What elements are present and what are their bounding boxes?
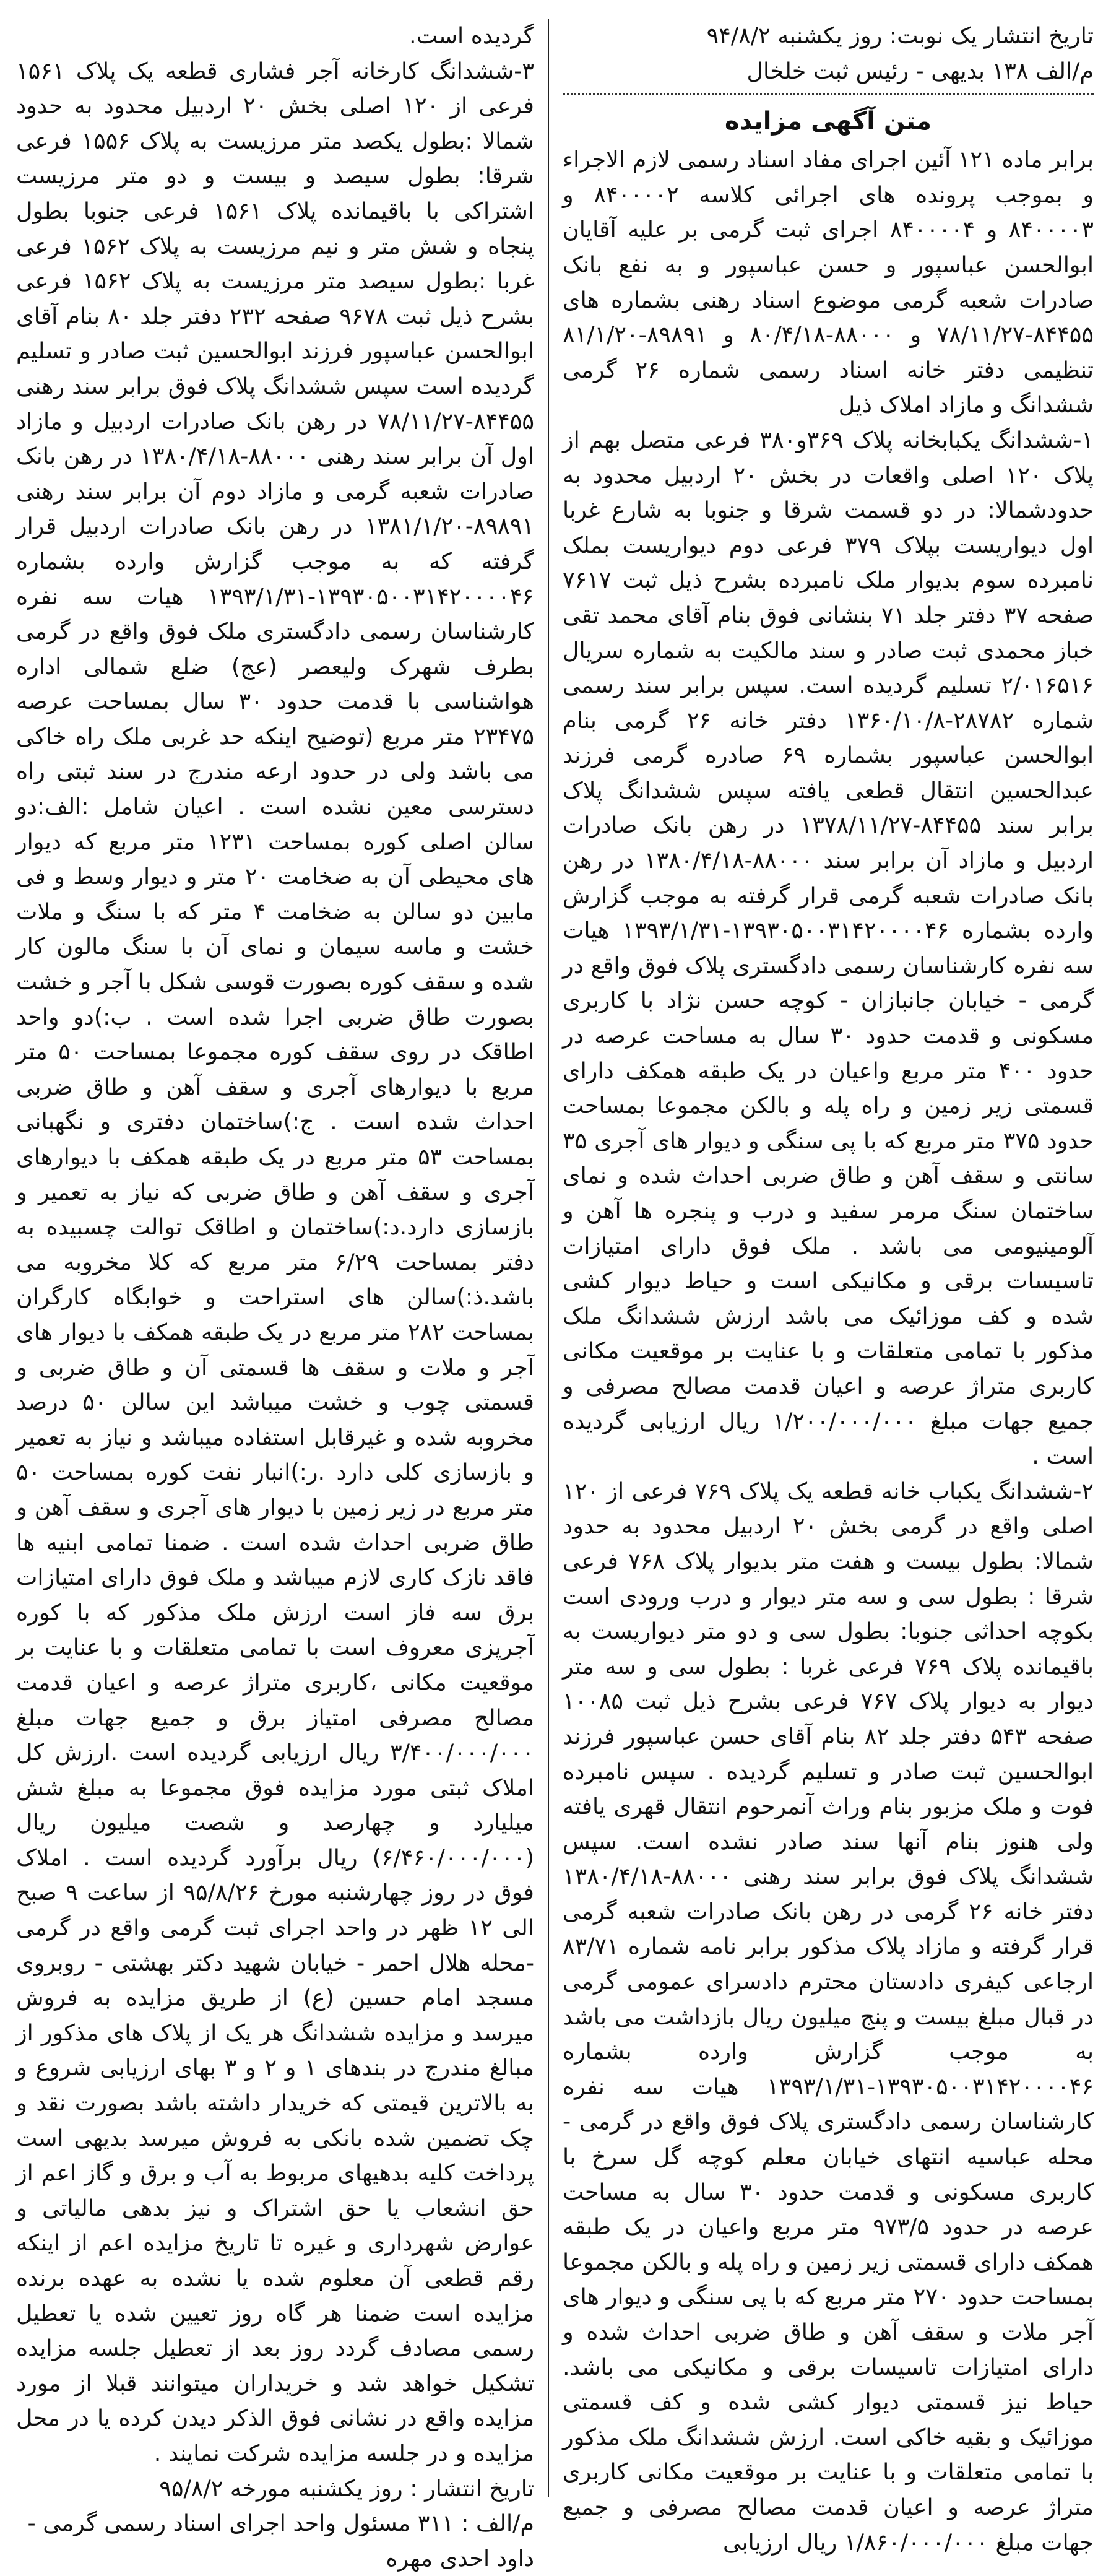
dotted-separator <box>563 93 1094 95</box>
auction-notice-title: متن آگهی مزایده <box>725 107 932 136</box>
auction-footer-name: داود احدی مهره <box>386 2544 534 2572</box>
notice-column-right <box>548 19 1099 2556</box>
auction-item-1: ۱-ششدانگ یکبابخانه پلاک ۳۶۹و۳۸۰ فرعی متصل بهم از پلاک ۱۲۰ اصلی واقعات در بخش ۲۰ اردبیل محدود به حدودشمالا: در دو قسمت شرقا و جنوبا به شارع غربا اول دیواریست بپلاک ۳۷۹ فرعی دوم دیواریست بملک نامبرده سوم بدیوار ملک نامبرده بشرح ذیل ثبت ۷۶۱۷ صفحه ۳۷ دفتر جلد ۷۱ بنشانی فوق بنام آقای محمد تقی خباز محمدی ثبت صادر و سند مالکیت به شماره سریال ۲/۰۱۶۵۱۶ تسلیم گردیده است. سپس برابر سند رسمی شماره ۲۸۷۸۲-۱۳۶۰/۱۰/۸ دفتر خانه ۲۶ گرمی بنام ابوالحسن عباسپور بشماره ۶۹ صادره گرمی فرزند عبدالحسین انتقال قطعی یافته سپس ششدانگ پلاک برابر سند ۸۴۴۵۵-۱۳۷۸/۱۱/۲۷ در رهن بانک صادرات اردبیل و مازاد آن برابر سند ۸۸۰۰۰-۱۳۸۰/۴/۱۸ در رهن بانک صادرات شعبه گرمی قرار گرفته به موجب گزارش وارده بشماره ۱۳۹۳۰۵۰۰۳۱۴۲۰۰۰۰۴۶-۱۳۹۳/۱/۳۱ هیات سه نفره کارشناسان رسمی دادگستری پلاک فوق واقع در گرمی - خیابان جانبازان - کوچه حسن نژاد با کاربری مسکونی و قدمت حدود ۳۰ سال به مساحت عرصه در حدود ۴۰۰ متر مربع واعیان در یک طبقه همکف دارای قسمتی زیر زمین و راه پله و بالکن مجموعا بمساحت حدود ۳۷۵ متر مربع که با پی سنگی و دیوار های آجری ۳۵ سانتی و سقف آهن و طاق ضربی احداث شده و نمای ساختمان سنگ مرمر سفید و درب و پنجره ها آهن و آلومینیومی می باشد . ملک فوق دارای امتیازات تاسیسات برقی و مکانیکی است و حیاط دیوار کشی شده و کف موزائیک می باشد ارزش ششدانگ ملک مذکور با تمامی متعلقات و با عنایت بر موقعیت مکانی کاربری متراژ عرصه و اعیان قدمت مصالح مصرفی و جمیع جهات مبلغ ۱/۲۰۰/۰۰۰/۰۰۰ ریال ارزیابی گردیده است . <box>563 426 1094 1470</box>
auction-item-2-continuation: گردیده است. <box>409 22 534 49</box>
notice-column-left <box>12 19 548 2572</box>
auction-publish-date: تاریخ انتشار : روز یکشنبه مورخه ۹۵/۸/۲ <box>159 2474 534 2502</box>
previous-notice-publish-date: تاریخ انتشار یک نوبت: روز یکشنبه ۹۴/۸/۲ <box>706 22 1094 49</box>
auction-item-3: ۳-ششدانگ کارخانه آجر فشاری قطعه یک پلاک ۱۵۶۱ فرعی از ۱۲۰ اصلی بخش ۲۰ اردبیل محدود به حدود شمالا :بطول یکصد متر مرزیست به پلاک ۱۵۵۶ فرعی شرقا: بطول سیصد و بیست و دو متر مرزیست اشتراکی با باقیمانده پلاک ۱۵۶۱ فرعی جنوبا بطول پنجاه و شش متر و نیم مرزیست به پلاک ۱۵۶۲ فرعی غربا :بطول سیصد متر مرزیست به پلاک ۱۵۶۲ فرعی بشرح ذیل ثبت ۹۶۷۸ صفحه ۲۳۲ دفتر جلد ۸۰ بنام آقای ابوالحسن عباسپور فرزند ابوالحسین ثبت صادر و تسلیم گردیده است سپس ششدانگ پلاک فوق برابر سند رهنی ۸۴۴۵۵-۷۸/۱۱/۲۷ در رهن بانک صادرات اردبیل و مازاد اول آن برابر سند رهنی ۸۸۰۰۰-۱۳۸۰/۴/۱۸ در رهن بانک صادرات شعبه گرمی و مازاد دوم آن برابر سند رهنی ۸۹۸۹۱-۱۳۸۱/۱/۲۰ در رهن بانک صادرات اردبیل قرار گرفته که به موجب گزارش وارده بشماره ۱۳۹۳۰۵۰۰۳۱۴۲۰۰۰۰۴۶-۱۳۹۳/۱/۳۱ هیات سه نفره کارشناسان رسمی دادگستری ملک فوق واقع در گرمی بطرف شهرک ولیعصر (عج) ضلع شمالی اداره هواشناسی با قدمت حدود ۳۰ سال بمساحت عرصه ۲۳۴۷۵ متر مربع (توضیح اینکه حد غربی ملک راه خاکی می باشد ولی در حدود ارعه مندرج در سند ثبتی راه دسترسی معین نشده است . اعیان شامل :الف:دو سالن اصلی کوره بمساحت ۱۲۳۱ متر مربع که دیوار های محیطی آن به ضخامت ۲۰ متر و دیوار وسط و فی مابین دو سالن به ضخامت ۴ متر که با سنگ و ملات خشت و ماسه سیمان و نمای آن با سنگ مالون کار شده و سقف کوره بصورت قوسی شکل با آجر و خشت بصورت طاق ضربی اجرا شده است . ب:)دو واحد اطاقک در روی سقف کوره مجموعا بمساحت ۵۰ متر مربع با دیوارهای آجری و سقف آهن و طاق ضربی احداث شده است . ج:)ساختمان دفتری و نگهبانی بمساحت ۵۳ متر مربع در یک طبقه همکف با دیوارهای آجری و سقف آهن و طاق ضربی که نیاز به تعمیر و بازسازی دارد.د:)ساختمان و اطاقک توالت چسبیده به دفتر بمساحت ۶/۲۹ متر مربع که کلا مخروبه می باشد.ذ:)سالن های استراحت و خوابگاه کارگران بمساحت ۲۸۲ متر مربع در یک طبقه همکف با دیوار های آجر و ملات و سقف ها قسمتی آن و طاق ضربی و قسمتی چوب و خشت میباشد این سالن ۵۰ درصد مخروبه شده و غیرقابل استفاده میباشد و نیاز به تعمیر و بازسازی کلی دارد .ر:)انبار نفت کوره بمساحت ۵۰ متر مربع در زیر زمین با دیوار های آجری و سقف آهن و طاق ضربی احداث شده است . ضمنا تمامی ابنیه ها فاقد نازک کاری لازم میباشد و ملک فوق دارای امتیازات برق سه فاز است ارزش ملک مذکور که با کوره آجرپزی معروف است با تمامی متعلقات و با عنایت بر موقعیت مکانی ،کاربری متراژ عرصه و اعیان قدمت مصالح مصرفی امتیاز برق و جمیع جهات مبلغ ۳/۴۰۰/۰۰۰/۰۰۰ ریال ارزیابی گردیده است .ارزش کل املاک ثبتی مورد مزایده فوق مجموعا به مبلغ شش میلیارد و چهارصد و شصت میلیون ریال (۶/۴۶۰/۰۰۰/۰۰۰) ریال برآورد گردیده است . املاک فوق در روز چهارشنبه مورخ ۹۵/۸/۲۶ از ساعت ۹ صبح الی ۱۲ ظهر در واحد اجرای ثبت گرمی واقع در گرمی -محله هلال احمر - خیابان شهید دکتر بهشتی - روبروی مسجد امام حسین (ع) از طریق مزایده به فروش میرسد و مزایده ششدانگ هر یک از پلاک های مذکور از مبالغ مندرج در بندهای ۱ و ۲ و ۳ بهای ارزیابی شروع و به بالاترین قیمتی که خریدار داشته باشد بصورت نقد و چک تضمین شده بانکی به فروش میرسد بدیهی است پرداخت کلیه بدهیهای مربوط به آب و برق و گاز اعم از حق انشعاب یا حق اشتراک و نیز بدهی مالیاتی و عوارض شهرداری و غیره تا تاریخ مزایده اعم از اینکه رقم قطعی آن معلوم شده یا نشده به عهده برنده مزایده است ضمنا هر گاه روز تعیین شده یا تعطیل رسمی مصادف گردد روز بعد از تعطیل جلسه مزایده تشکیل خواهد شد و خریداران میتوانند قبلا از مورد مزایده واقع در نشانی فوق الذکر دیدن کرده یا در محل مزایده و در جلسه مزایده شرکت نمایند . <box>16 57 535 2466</box>
auction-intro-paragraph: برابر ماده ۱۲۱ آئین اجرای مفاد اسناد رسمی لازم الاجراء و بموجب پرونده های اجرائی کلاسه ۸۴۰۰۰۰۲ و ۸۴۰۰۰۰۳ و ۸۴۰۰۰۰۴ اجرای ثبت گرمی بر علیه آقایان ابوالحسن عباسپور و حسن عباسپور و به نفع بانک صادرات شعبه گرمی موضوع اسناد رهنی بشماره های ۸۴۴۵۵-۷۸/۱۱/۲۷ و ۸۸۰۰۰-۸۰/۴/۱۸ و ۸۹۸۹۱-۸۱/۱/۲۰ تنظیمی دفتر خانه اسناد رسمی شماره ۲۶ گرمی ششدانگ و مازاد املاک ذیل <box>563 146 1094 418</box>
auction-footer-reference: م/الف : ۳۱۱ مسئول واحد اجرای اسناد رسمی گرمی - <box>27 2510 534 2537</box>
auction-item-2: ۲-ششدانگ یکباب خانه قطعه یک پلاک ۷۶۹ فرعی از ۱۲۰ اصلی واقع در گرمی بخش ۲۰ اردبیل محدود به حدود شمالا: بطول بیست و هفت متر بدیوار پلاک ۷۶۸ فرعی شرقا : بطول سی و سه متر دیوار و درب ورودی است بکوچه احداثی جنوبا: بطول سی و دو متر دیواریست به باقیمانده پلاک ۷۶۹ فرعی غربا : بطول سی و سه متر دیوار به دیوار پلاک ۷۶۷ فرعی بشرح ذیل ثبت ۱۰۰۸۵ صفحه ۵۴۳ دفتر جلد ۸۲ بنام آقای حسن عباسپور فرزند ابوالحسین ثبت صادر و تسلیم گردیده . سپس نامبرده فوت و ملک مزبور بنام وراث آنمرحوم انتقال قهری یافته ولی هنوز بنام آنها سند صادر نشده است. سپس ششدانگ پلاک فوق برابر سند رهنی ۸۸۰۰۰-۱۳۸۰/۴/۱۸ دفتر خانه ۲۶ گرمی در رهن بانک صادرات شعبه گرمی قرار گرفته و مازاد پلاک مذکور برابر نامه شماره ۸۳/۷۱ ارجاعی کیفری دادستان محترم دادسرای عمومی گرمی در قبال مبلغ بیست و پنج میلیون ریال بازداشت می باشد به موجب گزارش وارده بشماره ۱۳۹۳۰۵۰۰۳۱۴۲۰۰۰۰۴۶-۱۳۹۳/۱/۳۱ هیات سه نفره کارشناسان رسمی دادگستری پلاک فوق واقع در گرمی - محله عباسیه انتهای خیابان معلم کوچه گل سرخ با کاربری مسکونی و قدمت حدود ۳۰ سال به مساحت عرصه در حدود ۹۷۳/۵ متر مربع واعیان در یک طبقه همکف دارای قسمتی زیر زمین و راه پله و بالکن مجموعا بمساحت حدود ۲۷۰ متر مربع که با پی سنگی و دیوار های آجر ملات و سقف آهن و طاق ضربی احداث شده و دارای امتیازات تاسیسات برقی و مکانیکی می باشد. حیاط نیز قسمتی دیوار کشی شده و کف قسمتی موزائیک و بقیه خاکی است. ارزش ششدانگ ملک مذکور با تمامی متعلقات و با عنایت بر موقعیت مکانی کاربری متراژ عرصه و اعیان قدمت مصالح مصرفی و جمیع جهات مبلغ ۱/۸۶۰/۰۰۰/۰۰۰ ریال ارزیابی <box>563 1477 1094 2556</box>
previous-notice-reference: م/الف ۱۳۸ بدیهی - رئیس ثبت خلخال <box>746 57 1094 84</box>
